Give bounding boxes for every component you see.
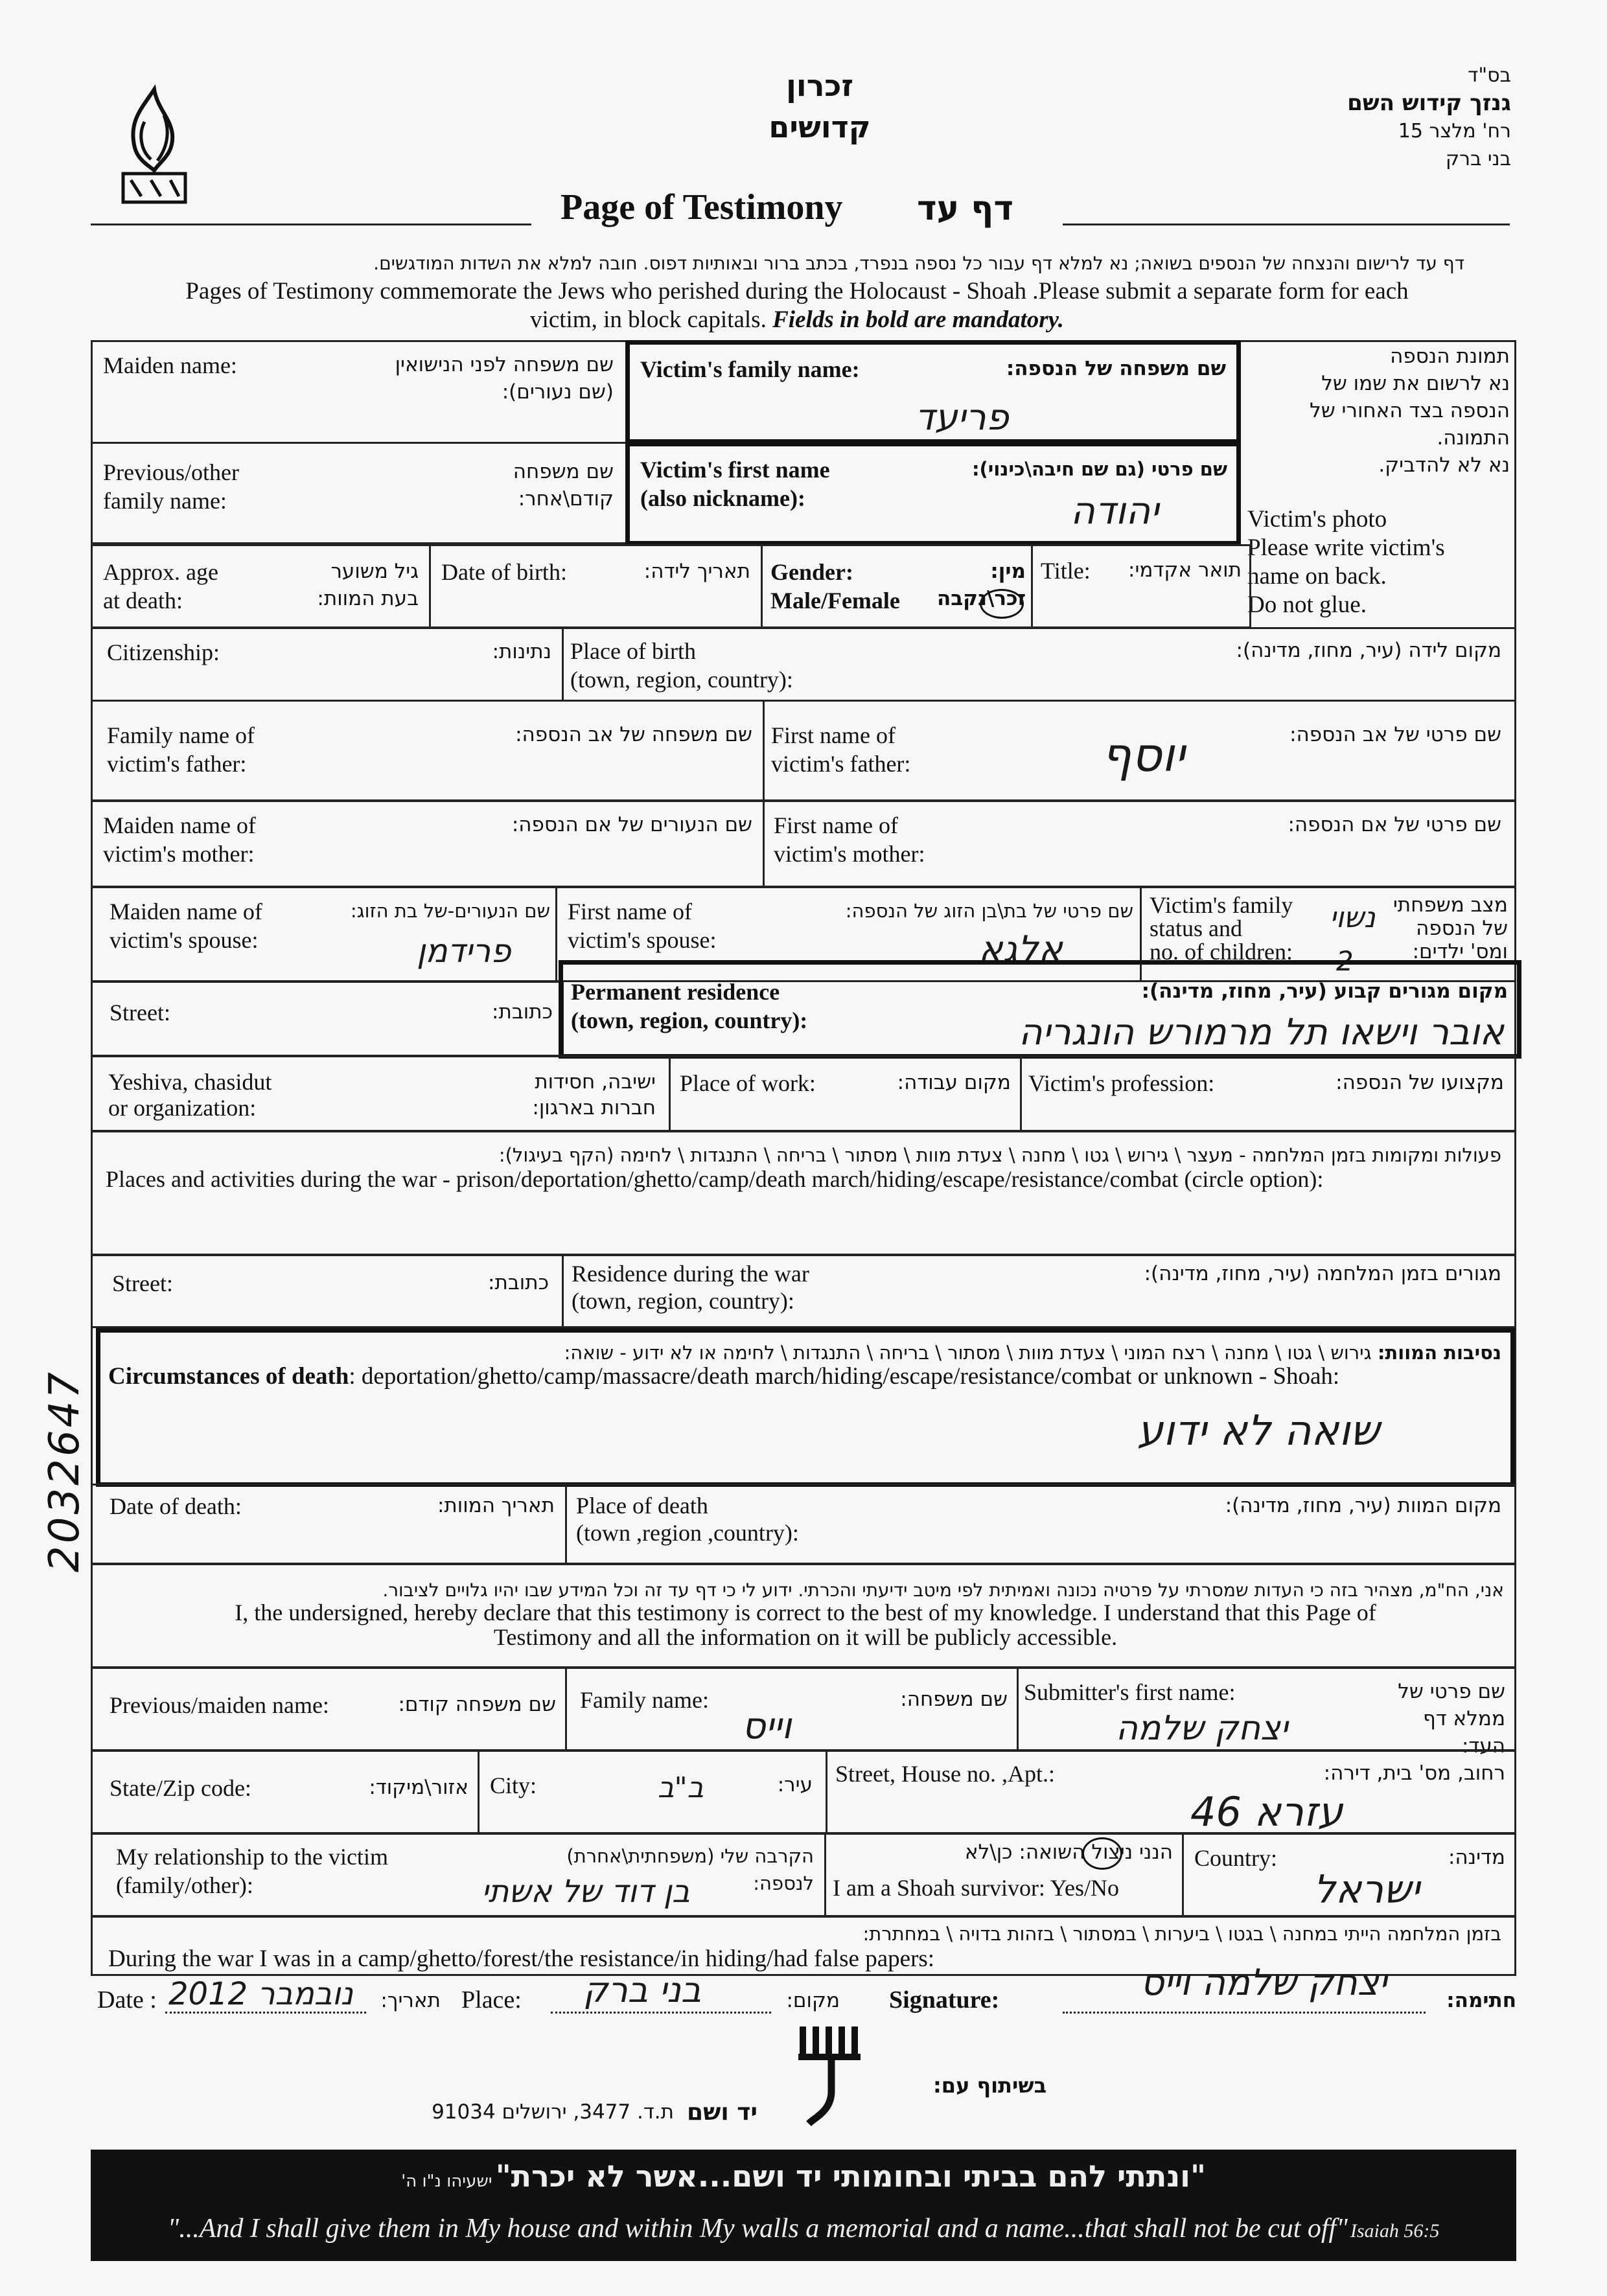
circ-he-text: גירוש \ גטו \ מחנה \ רצח המוני \ צעדת מוות \ מסתור \ בריחה \ התנגדות \ לחימה או לא ידוע - שואה: (564, 1342, 1372, 1364)
flame-logo-icon (115, 83, 193, 206)
header-kedoshim: קדושים (769, 109, 871, 144)
dob-label-en: Date of birth: (441, 559, 567, 585)
profession-cell[interactable] (1020, 1055, 1516, 1132)
sub-first-value: יצחק שלמה (1116, 1709, 1288, 1748)
war-street-label-he: כתובת: (488, 1271, 549, 1294)
header-zikaron: זכרון (786, 68, 853, 103)
status-married-value: נשוי (1330, 901, 1376, 934)
spouse-first-value: אלגא (978, 928, 1063, 970)
date-label: Date : (97, 1986, 157, 2014)
first-en-1: Victim's first name (640, 457, 830, 483)
intro-english-2: victim, in block capitals. (530, 306, 767, 333)
prev-en-1: Previous/other (103, 459, 239, 485)
mother-first-en-2: victim's mother: (774, 841, 925, 867)
father-first-en-2: victim's father: (771, 751, 911, 777)
city-label-he: עיר: (777, 1773, 813, 1797)
side-number: 2032647 (41, 1369, 89, 1572)
father-first-value: יוסף (1102, 728, 1185, 782)
dob-cell[interactable] (429, 544, 763, 628)
father-first-label-en (771, 721, 910, 778)
street-label-he: כתובת: (492, 1000, 553, 1024)
war-res-label-en (572, 1260, 809, 1314)
circ-value: שואה לא ידוע (1137, 1407, 1380, 1455)
first-label-he: שם פרטי (גם שם חיבה\כינוי): (971, 458, 1227, 480)
partner-label: בשיתוף עם: (933, 2073, 1047, 2098)
mother-maiden-label-he: שם הנעורים של אם הנספה: (511, 813, 752, 836)
work-label-en: Place of work: (680, 1070, 816, 1096)
father-first-label-he: שם פרטי של אב הנספה: (1289, 723, 1501, 746)
war-residence-cell[interactable] (562, 1254, 1516, 1328)
maiden-label-he-1: שם משפחה לפני הנישואין (395, 353, 614, 376)
status-he-2: של הנספה (1416, 917, 1508, 940)
state-label-en: State/Zip code: (110, 1775, 251, 1801)
photo-area[interactable] (1241, 340, 1516, 635)
spouse-first-label-he: שם פרטי של בת\בן הזוג של הנספה: (845, 900, 1133, 922)
spouse-maiden-label-en (110, 897, 262, 954)
surv-he-2: כן\לא (964, 1841, 1013, 1864)
first-en-2: (also nickname): (640, 485, 805, 511)
camp-label-en: During the war I was in a camp/ghetto/forest/the resistance/in hiding/had false papers: (108, 1946, 935, 1972)
date-value: נובמבר 2012 (168, 1976, 353, 2012)
signature-label: Signature: (889, 1986, 1000, 2014)
spouse-maiden-en-1: Maiden name of (110, 899, 262, 924)
rel-label-en (116, 1843, 388, 1900)
gender-cell[interactable] (761, 544, 1033, 628)
intro-english (110, 277, 1484, 334)
title-cell[interactable] (1031, 544, 1251, 628)
yeshiva-en-2: or organization: (108, 1095, 257, 1121)
addr-label-en: Street, House no. ,Apt.: (835, 1761, 1055, 1787)
prof-label-he: מקצועו של הנספה: (1335, 1071, 1504, 1094)
country-cell[interactable] (1182, 1833, 1516, 1917)
yadvashem-address: ת.ד. 3477, ירושלים 91034 (432, 2100, 674, 2124)
rel-en-2: (family/other): (116, 1872, 253, 1898)
status-he-1: מצב משפחתי (1393, 893, 1508, 917)
sub-prev-label-en: Previous/maiden name: (110, 1692, 329, 1718)
yeshiva-he-1: ישיבה, חסידות (535, 1070, 656, 1094)
father-fam-label-en (107, 721, 255, 778)
pob-label-he: מקום לידה (עיר, מחוז, מדינה): (1236, 639, 1501, 662)
header-line-1: בס"ד (1468, 64, 1511, 87)
status-en-3: no. of children: (1150, 939, 1293, 965)
status-en-2: status and (1150, 915, 1242, 941)
sub-first-he-1: שם פרטי של (1398, 1680, 1505, 1703)
relationship-cell[interactable] (91, 1833, 826, 1917)
rel-en-1: My relationship to the victim (116, 1844, 388, 1870)
quote-hebrew: "ונתתי להם בביתי ובחומותי יד ושם...אשר לא יכרת" (495, 2159, 1206, 2194)
circ-he-bold: נסיבות המוות: (1377, 1342, 1501, 1364)
mother-maiden-en-2: victim's mother: (103, 841, 255, 867)
father-fam-label-he: שם משפחה של אב הנספה: (515, 723, 752, 746)
decl-en-2: Testimony and all the information on it will be publicly accessible. (493, 1624, 1118, 1650)
sub-fam-label-en: Family name: (580, 1687, 709, 1713)
work-label-he: מקום עבודה: (897, 1071, 1011, 1094)
maiden-label-he-2: (שם נעורים): (502, 380, 614, 404)
intro-mandatory-note: Fields in bold are mandatory. (772, 306, 1064, 333)
gender-en-2: Male/Female (770, 588, 900, 614)
age-he-2: בעת המוות: (317, 587, 419, 610)
camp-label-he: בזמן המלחמה הייתי במחנה \ בגטו \ ביערות \ במסתור \ בזהות בדויה \ במחתרת: (862, 1923, 1501, 1945)
addr-label-he: רחוב, מס' בית, דירה: (1323, 1762, 1505, 1785)
dob-label-he: תאריך לידה: (643, 560, 750, 583)
sub-family-value: וייס (742, 1705, 792, 1747)
pod-cell[interactable] (565, 1484, 1516, 1565)
yeshiva-he-2: חברות בארגון: (532, 1096, 656, 1119)
country-value: ישראל (1313, 1867, 1420, 1912)
war-street-cell[interactable] (91, 1254, 564, 1328)
spouse-maiden-label-he: שם הנעורים-של בת הזוג: (350, 900, 550, 922)
permanent-residence-cell[interactable] (559, 960, 1521, 1059)
age-he-1: גיל משוער (330, 560, 419, 583)
pob-label-en (570, 637, 793, 694)
mother-first-cell[interactable] (763, 800, 1516, 888)
quote-hebrew-row (91, 2159, 1516, 2194)
sub-first-cell[interactable] (1017, 1667, 1516, 1758)
header-rule-left (91, 224, 531, 225)
first-name-cell[interactable] (625, 442, 1241, 545)
sub-first-label-en: Submitter's first name: (1024, 1679, 1236, 1705)
perm-label-en (571, 978, 807, 1035)
decl-en-1: I, the undersigned, hereby declare that this testimony is correct to the best of my knowledge. I understand that this Page of (235, 1600, 1376, 1625)
quote-hebrew-source: ישעיהו נ"ו ה' (401, 2172, 492, 2191)
father-first-en-1: First name of (771, 722, 896, 748)
status-label-he (1378, 893, 1508, 963)
age-label-he (289, 558, 419, 612)
mother-first-en-1: First name of (774, 812, 898, 838)
yadvashem-logo-icon (796, 2020, 867, 2130)
family-label-en: Victim's family name: (640, 356, 860, 382)
photo-instr-he (1251, 343, 1510, 479)
header-rule-right (1063, 224, 1510, 225)
quote-english: "...And I shall give them in My house and within My walls a memorial and a name...that shall not be cut off" (167, 2214, 1348, 2244)
war-label-en: Places and activities during the war - prison/deportation/ghetto/camp/death march/hiding/escape/resistance/combat (circle option): (106, 1166, 1324, 1192)
header-line-2: גנזך קידוש השם (1347, 90, 1511, 116)
date-label-he: תאריך: (380, 1989, 441, 2012)
sub-prev-cell[interactable] (91, 1667, 567, 1751)
spouse-first-en-2: victim's spouse: (568, 927, 717, 953)
family-name-value: פריעד (915, 396, 1009, 439)
dod-cell[interactable] (91, 1484, 567, 1565)
perm-residence-value: אובר וישאו תל מרמורש הונגריה (1019, 1011, 1504, 1053)
spouse-maiden-cell[interactable] (91, 886, 557, 982)
status-he-3: ומס' ילדים: (1412, 940, 1508, 963)
circ-en-bold: Circumstances of death (108, 1363, 349, 1390)
yadvashem-name: יד ושם (687, 2099, 758, 2126)
war-res-label-he: מגורים בזמן המלחמה (עיר, מחוז, מדינה): (1144, 1262, 1501, 1285)
war-res-en-1: Residence during the war (572, 1261, 809, 1287)
sub-prev-label-he: שם משפחה קודם: (398, 1693, 556, 1716)
pod-label-en (576, 1492, 799, 1546)
photo-en-3: name on back. (1247, 563, 1387, 590)
address-value: עזרא 46 (1190, 1788, 1343, 1835)
status-children-value: 2 (1336, 945, 1354, 977)
war-res-en-2: (town, region, country): (572, 1288, 794, 1314)
first-label-en (640, 455, 830, 512)
place-line (551, 2012, 771, 2014)
sub-first-label-he (1376, 1678, 1505, 1760)
cit-label-he: נתינות: (492, 640, 551, 663)
mother-first-label-he: שם פרטי של אם הנספה: (1288, 813, 1501, 836)
photo-instr-en (1247, 505, 1445, 619)
mother-maiden-cell[interactable] (91, 800, 765, 888)
photo-he-4: התמונה. (1437, 426, 1510, 450)
pob-en-1: Place of birth (570, 638, 696, 664)
photo-he-2: נא לרשום את שמו של (1321, 372, 1510, 395)
father-first-cell[interactable] (763, 700, 1516, 801)
page-title-hebrew: דף עד (917, 189, 1013, 228)
spouse-first-label-en (568, 897, 716, 954)
declaration-cell (91, 1563, 1516, 1668)
signature-line (1063, 2012, 1426, 2014)
mother-maiden-label-en (103, 811, 256, 868)
prev-he-1: שם משפחה (513, 460, 614, 483)
photo-en-2: Please write victim's (1247, 534, 1445, 561)
sub-family-cell[interactable] (565, 1667, 1019, 1751)
spouse-maiden-value: פרידמן (417, 932, 511, 970)
signature-label-he: חתימה: (1446, 1989, 1516, 2012)
age-label-en (103, 558, 218, 615)
first-name-value: יהודה (1070, 488, 1159, 533)
pob-en-2: (town, region, country): (570, 667, 793, 693)
age-en-2: at death: (103, 588, 183, 614)
address-cell[interactable] (826, 1750, 1516, 1834)
mother-maiden-en-1: Maiden name of (103, 812, 256, 838)
intro-hebrew: דף עד לרישום והנצחה של הנספים בשואה; נא למלא דף עבור כל נספה בנפרד, בכתב ברור ובאותיות דפוס. חובה למלא את השדות המודגשים. (373, 253, 1464, 274)
page-title: Page of Testimony (561, 187, 843, 227)
header-line-3: רח' מלצר 15 (1398, 120, 1511, 143)
photo-he-1: תמונת הנספה (1390, 345, 1510, 368)
war-label-he: פעולות ומקומות בזמן המלחמה - מעצר \ גירוש \ גטו \ מחנה \ צעדת מוות \ מסתור \ בריחה \ התנגדות \ לחימה (הקף בעיגול): (498, 1144, 1501, 1166)
gender-he-2: זכר\נקבה (936, 587, 1026, 610)
pod-en-1: Place of death (576, 1493, 708, 1519)
decl-he: אני, הח"מ, מצהיר בזה כי העדות שמסרתי על פרטיה נכונה ואמיתית לפי מיטב ידיעתי והכרתי. ידוע לי כי דף עד זה וכל המידע שבו יהיו גלויים לציבור. (382, 1579, 1504, 1601)
yeshiva-cell[interactable] (91, 1055, 671, 1132)
prev-he-2: קודם\אחר: (518, 487, 614, 511)
gender-male-circle (980, 589, 1024, 619)
header-top-right (1122, 62, 1511, 173)
place-label: Place: (461, 1986, 522, 2014)
perm-en-2: (town, region, country): (571, 1007, 808, 1033)
yeshiva-en-1: Yeshiva, chasidut (108, 1069, 272, 1095)
prof-label-en: Victim's profession: (1028, 1070, 1215, 1096)
signature-value: יצחק שלמה וייס (1140, 1962, 1387, 2004)
pod-label-he: מקום המוות (עיר, מחוז, מדינה): (1225, 1494, 1501, 1517)
photo-en-4: Do not glue. (1247, 591, 1367, 618)
work-cell[interactable] (669, 1055, 1022, 1132)
sub-first-he-2: ממלא דף העד: (1422, 1707, 1505, 1758)
header-center-hebrew (745, 65, 894, 148)
family-label-he: שם משפחה של הנספה: (1006, 357, 1226, 380)
father-fam-en-1: Family name of (107, 722, 255, 748)
photo-he-3: הנספה בצד האחורי של (1310, 399, 1510, 422)
pod-en-2: (town ,region ,country): (576, 1520, 799, 1546)
survivor-cell[interactable] (824, 1833, 1184, 1917)
prev-label-en (103, 458, 239, 515)
family-name-cell[interactable] (625, 340, 1241, 444)
state-zip-cell[interactable] (91, 1750, 480, 1834)
prev-label-he (419, 458, 614, 512)
circumstances-cell[interactable] (96, 1328, 1515, 1487)
status-label-en (1150, 893, 1293, 963)
circ-label-en (108, 1362, 1339, 1391)
mother-first-label-en (774, 811, 925, 868)
gender-label-en (770, 558, 900, 615)
quote-english-row (91, 2213, 1516, 2244)
intro-english-1: Pages of Testimony commemorate the Jews who perished during the Holocaust - Shoah .Please submit a separate form for each (185, 278, 1409, 304)
age-cell[interactable] (91, 544, 431, 628)
perm-label-he: מקום מגורים קבוע (עיר, מחוז, מדינה): (1141, 980, 1508, 1003)
place-label-he: מקום: (786, 1989, 840, 2012)
maiden-label-he (322, 351, 614, 406)
city-value: ב"ב (658, 1771, 704, 1804)
state-label-he: אזור\מיקוד: (369, 1776, 468, 1799)
yeshiva-label-he (461, 1069, 656, 1121)
perm-en-1: Permanent residence (571, 979, 780, 1005)
survivor-no-circle (1082, 1837, 1122, 1870)
spouse-first-en-1: First name of (568, 899, 692, 924)
father-fam-en-2: victim's father: (107, 751, 247, 777)
title-label-en: Title: (1041, 558, 1091, 584)
gender-en-1: Gender: (770, 559, 853, 585)
country-label-he: מדינה: (1448, 1846, 1505, 1869)
photo-en-1: Victim's photo (1247, 506, 1387, 533)
spouse-maiden-en-2: victim's spouse: (110, 927, 259, 953)
war-street-label-en: Street: (112, 1270, 173, 1296)
street-cell[interactable] (91, 981, 564, 1057)
surv-label-he (836, 1839, 1173, 1866)
country-label-en: Country: (1194, 1845, 1278, 1871)
surv-he-1: הנני ניצול השואה: (1019, 1841, 1173, 1864)
relationship-value: בן דוד של אשתי (481, 1874, 690, 1910)
street-label-en: Street: (110, 1000, 170, 1026)
decl-en (106, 1600, 1505, 1649)
circ-en-text: : deportation/ghetto/camp/massacre/death march/hiding/escape/resistance/combat or unknown - Shoah: (349, 1363, 1340, 1390)
quote-banner (91, 2150, 1516, 2261)
previous-name-cell[interactable] (91, 442, 629, 544)
maiden-label-en: Maiden name: (103, 352, 237, 378)
surv-label-en: I am a Shoah survivor: Yes/No (833, 1875, 1119, 1901)
cit-label-en: Citizenship: (107, 639, 220, 665)
city-cell[interactable] (478, 1750, 827, 1834)
status-en-1: Victim's family (1150, 892, 1293, 918)
father-family-cell[interactable] (91, 700, 765, 801)
sub-fam-label-he: שם משפחה: (900, 1688, 1008, 1711)
war-activities-cell[interactable] (91, 1131, 1516, 1256)
header-line-4: בני ברק (1445, 148, 1511, 170)
quote-english-source: Isaiah 56:5 (1350, 2220, 1440, 2242)
prev-en-2: family name: (103, 488, 227, 514)
place-value: בני ברק (583, 1969, 702, 2010)
dod-label-en: Date of death: (110, 1493, 242, 1519)
gender-he-1: מין: (990, 560, 1026, 583)
title-label-he: תואר אקדמי: (1128, 558, 1242, 582)
yeshiva-label-en (108, 1069, 272, 1121)
maiden-name-cell[interactable] (91, 340, 629, 444)
rel-label-he: הקרבה שלי (משפחתית\אחרת) לנספה: (566, 1845, 814, 1894)
pob-cell[interactable] (562, 627, 1516, 702)
photo-he-5: נא לא להדביק. (1378, 453, 1510, 477)
citizenship-cell[interactable] (91, 627, 564, 702)
age-en-1: Approx. age (103, 559, 218, 585)
dod-label-he: תאריך המוות: (437, 1494, 555, 1517)
city-label-en: City: (490, 1773, 537, 1798)
